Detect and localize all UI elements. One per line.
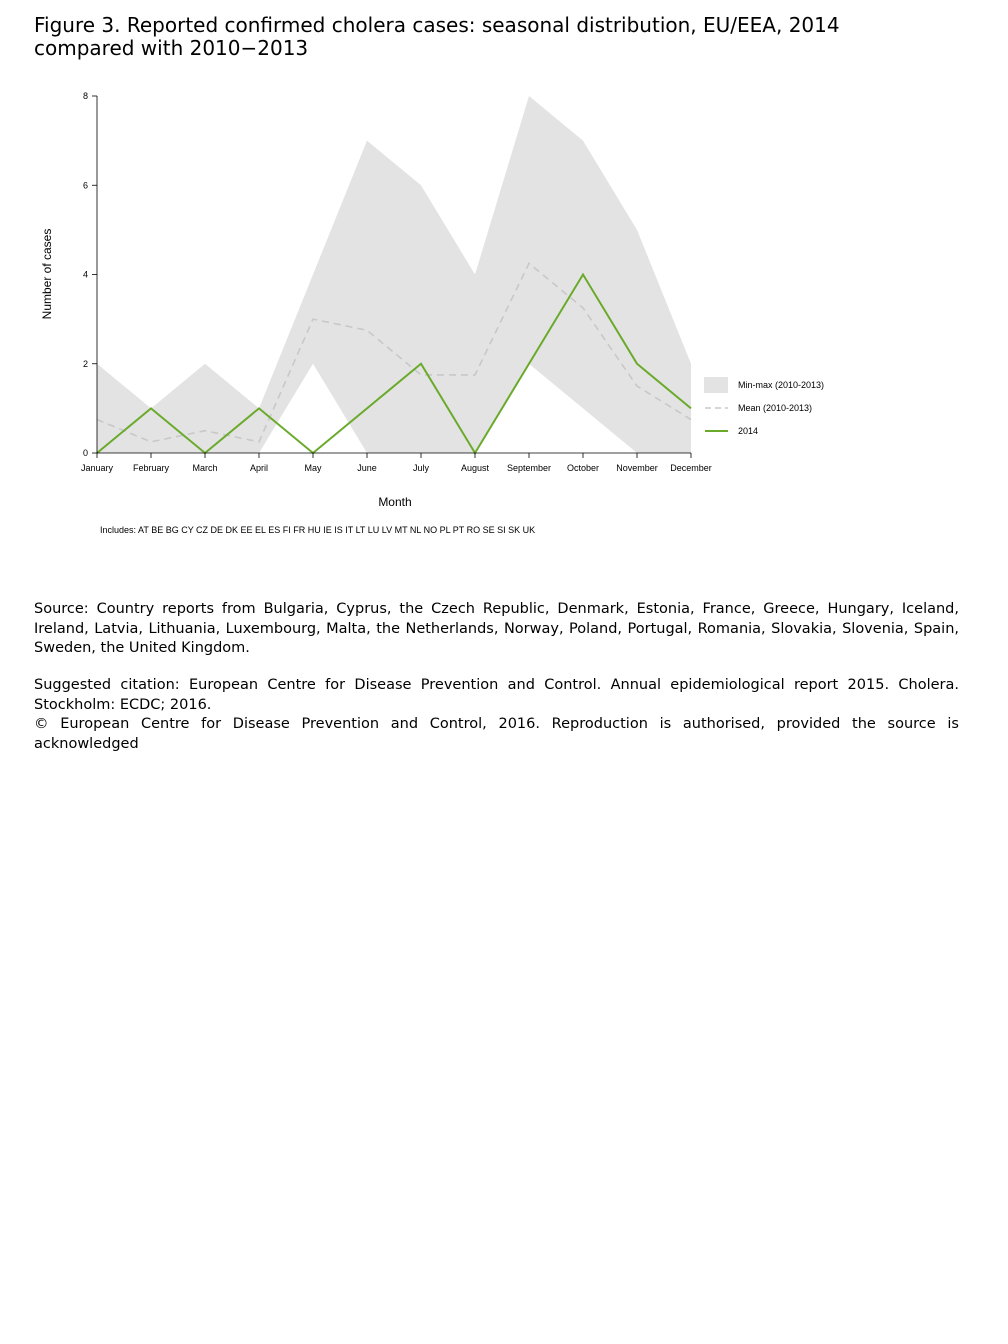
x-tick-label: September (506, 463, 552, 473)
legend-swatch-min-max (704, 377, 728, 393)
min-max-band (97, 96, 691, 453)
copyright-text: © European Centre for Disease Prevention and Control, 2016. Reproduction is authorised, provided the source is acknowledged (34, 716, 959, 752)
x-tick-label: January (80, 463, 114, 473)
min-max-band-layer (97, 96, 691, 453)
x-tick-label: June (357, 463, 377, 473)
includes-note: Includes: AT BE BG CY CZ DE DK EE EL ES FI FR HU IE IS IT LT LU LV MT NL NO PL PT RO SE SI SK UK (100, 525, 536, 535)
x-tick-label: May (304, 463, 322, 473)
y-tick-label: 2 (82, 358, 88, 369)
citation-text: Suggested citation: European Centre for Disease Prevention and Control. Annual epidemiological report 2015. Cholera. Stockholm: ECDC; 2016. (34, 677, 959, 713)
x-tick-label: July (412, 463, 430, 473)
x-axis-title: Month (378, 495, 412, 509)
x-tick-label: October (566, 463, 600, 473)
x-tick-label: March (192, 463, 218, 473)
legend-label-mean: Mean (2010-2013) (738, 403, 813, 413)
y-tick-label: 8 (82, 91, 88, 101)
x-tick-label: November (616, 463, 658, 473)
y-tick-labels (83, 91, 88, 458)
figure-title: Figure 3. Reported confirmed cholera cases: seasonal distribution, EU/EEA, 2014 compared with 2010−2013 (34, 13, 840, 60)
legend-label-2014: 2014 (738, 426, 759, 436)
citation-block (34, 676, 959, 754)
x-tick-labels (81, 463, 712, 473)
y-tick-label: 4 (82, 269, 88, 280)
x-tick-label: August (460, 463, 490, 473)
legend-label-min-max: Min-max (2010-2013) (738, 380, 825, 390)
y-tick-label: 0 (82, 448, 88, 458)
chart (0, 0, 1008, 560)
y-axis-title: Number of cases (40, 228, 54, 320)
x-tick-label: February (132, 463, 170, 473)
source-note: Source: Country reports from Bulgaria, Cyprus, the Czech Republic, Denmark, Estonia, France, Greece, Hungary, Iceland, Ireland, Latvia, Lithuania, Luxembourg, Malta, the Netherlands, Norway, Poland, Portugal, Romania, Slovakia, Slovenia, Spain, Sweden, the United Kingdom. (34, 601, 959, 656)
x-tick-label: December (670, 463, 712, 473)
y-tick-label: 6 (82, 180, 88, 191)
x-tick-label: April (249, 463, 269, 473)
legend (704, 377, 824, 436)
